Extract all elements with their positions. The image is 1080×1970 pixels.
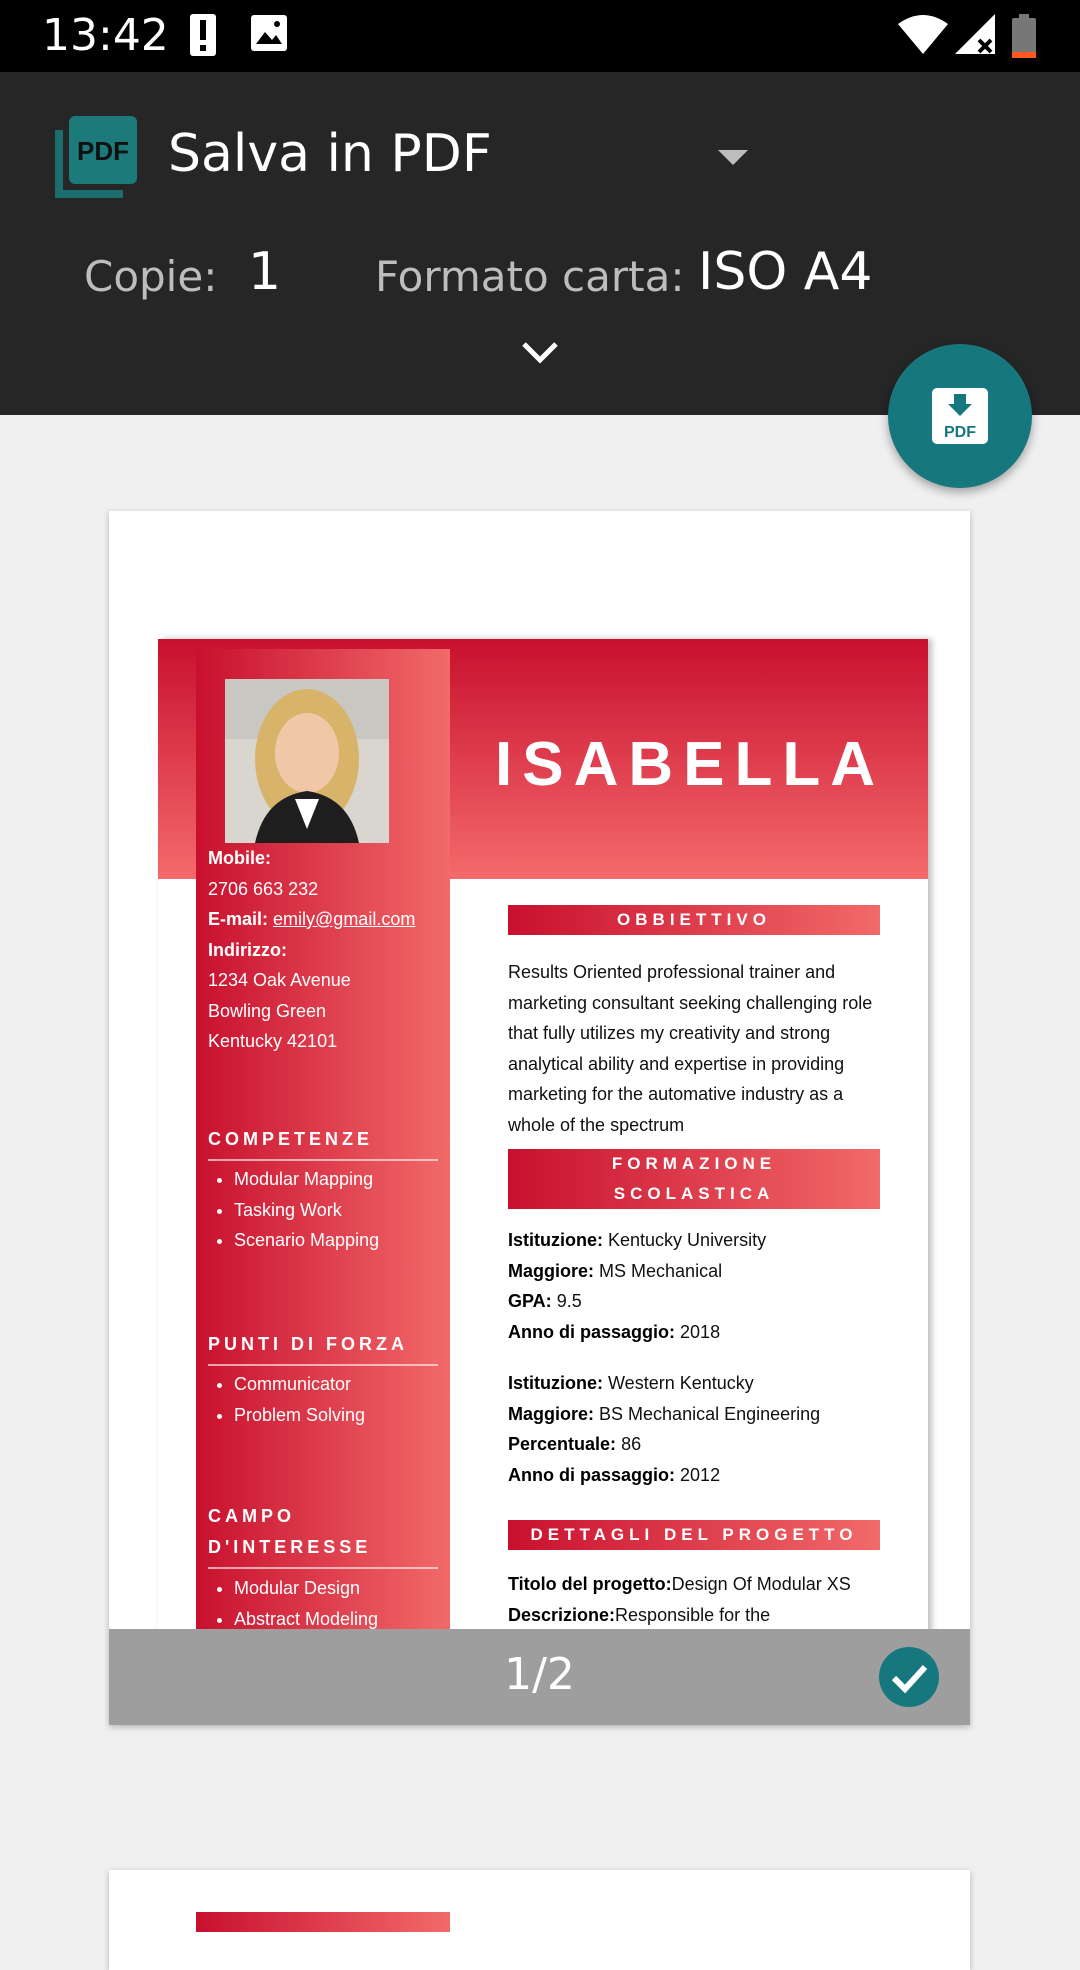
education-heading-line-1: FORMAZIONE: [611, 1154, 777, 1173]
address-line-2: Bowling Green: [208, 1000, 327, 1021]
project-title-value: Design Of Modular XS: [671, 1574, 851, 1594]
project-title-label: Titolo del progetto:: [508, 1574, 672, 1594]
list-item: • Modular Mapping: [234, 1164, 379, 1195]
list-item: • Modular Design: [234, 1573, 378, 1604]
year-label: Anno di passaggio:: [508, 1464, 676, 1485]
pdf-logo-text: PDF: [77, 136, 129, 166]
resume-sidebar-strip: [196, 1912, 450, 1932]
resume-name: ISABELLA: [495, 730, 885, 799]
paper-size-value[interactable]: ISO A4: [698, 242, 873, 302]
project-desc-label: Descrizione:: [508, 1604, 616, 1625]
education-entry-1: [508, 1225, 880, 1347]
check-icon: [879, 1647, 939, 1707]
interests-heading-line-1: CAMPO: [208, 1506, 295, 1526]
mobile-label: Mobile:: [208, 848, 271, 868]
project-desc-value: Responsible for the: [615, 1604, 771, 1625]
page-footer-bar: [109, 1629, 970, 1725]
list-item: • Abstract Modeling: [234, 1604, 378, 1635]
major-value: MS Mechanical: [599, 1260, 723, 1281]
status-time: 13:42: [42, 10, 169, 61]
address-line-3: Kentucky 42101: [208, 1031, 338, 1051]
printer-selector[interactable]: Salva in PDF: [168, 124, 492, 184]
expand-options-icon[interactable]: [520, 340, 560, 364]
interests-list: [208, 1573, 378, 1634]
percentage-value: 86: [621, 1434, 642, 1454]
alert-icon: [188, 14, 218, 56]
resume-sidebar: [196, 649, 450, 1686]
page-select-checkbox[interactable]: [879, 1647, 939, 1707]
chevron-down-icon[interactable]: [718, 150, 748, 165]
objective-text: Results Oriented professional trainer and marketing consultant seeking challenging role that fully utilizes my creativity and strong analytical ability and expertise in providing marketing for the automative industry as a whole of the spectrum: [508, 962, 873, 1135]
education-heading-line-2: SCOLASTICA: [613, 1184, 775, 1203]
page-indicator: 1/2: [504, 1649, 575, 1700]
fab-pdf-text: PDF: [944, 424, 976, 441]
wifi-icon: [898, 14, 948, 54]
year-value: 2018: [680, 1321, 721, 1342]
copies-label: Copie:: [84, 252, 218, 301]
percentage-label: Percentuale:: [508, 1434, 617, 1454]
strengths-list: [208, 1369, 365, 1430]
paper-size-label: Formato carta:: [375, 252, 685, 301]
battery-icon: [1012, 14, 1036, 58]
major-label: Maggiore:: [508, 1403, 595, 1424]
major-value: BS Mechanical Engineering: [599, 1403, 821, 1424]
education-entry-2: [508, 1368, 880, 1490]
address-label: Indirizzo:: [208, 939, 287, 960]
institution-value: Western Kentucky: [608, 1373, 754, 1393]
year-value: 2012: [680, 1464, 721, 1485]
signal-icon: [955, 14, 995, 54]
year-label: Anno di passaggio:: [508, 1321, 676, 1342]
email-label: E-mail:: [208, 909, 269, 929]
copies-value[interactable]: 1: [248, 242, 282, 302]
email-link[interactable]: emily@gmail.com: [273, 909, 416, 929]
image-icon: [250, 14, 288, 52]
institution-value: Kentucky University: [608, 1230, 767, 1250]
download-pdf-button[interactable]: [888, 344, 1032, 488]
skills-heading: COMPETENZE: [208, 1124, 438, 1161]
interests-heading-line-2: D'INTERESSE: [208, 1537, 372, 1557]
list-item: • Communicator: [234, 1369, 365, 1400]
list-item: • Scenario Mapping: [234, 1225, 379, 1256]
interests-heading: [208, 1501, 438, 1569]
pdf-download-icon: [888, 344, 1032, 488]
objective-heading: OBBIETTIVO: [508, 905, 880, 935]
gpa-label: GPA:: [508, 1291, 552, 1311]
strengths-heading: PUNTI DI FORZA: [208, 1329, 438, 1366]
mobile-value: 2706 663 232: [208, 878, 319, 899]
institution-label: Istituzione:: [508, 1230, 603, 1250]
list-item: • Problem Solving: [234, 1400, 365, 1431]
project-heading: DETTAGLI DEL PROGETTO: [508, 1520, 880, 1550]
education-heading: [508, 1149, 880, 1209]
resume-document: [158, 639, 928, 1686]
major-label: Maggiore:: [508, 1260, 595, 1281]
page-preview[interactable]: [109, 511, 970, 1725]
page-preview-2[interactable]: [109, 1870, 970, 1970]
profile-photo: [225, 679, 389, 843]
pdf-logo-icon: [55, 116, 137, 198]
institution-label: Istituzione:: [508, 1373, 603, 1393]
status-bar: [0, 0, 1080, 72]
gpa-value: 9.5: [556, 1291, 582, 1311]
address-line-1: 1234 Oak Avenue: [208, 970, 351, 990]
contact-block: [208, 843, 444, 1057]
list-item: • Tasking Work: [234, 1195, 379, 1226]
skills-list: [208, 1164, 379, 1256]
